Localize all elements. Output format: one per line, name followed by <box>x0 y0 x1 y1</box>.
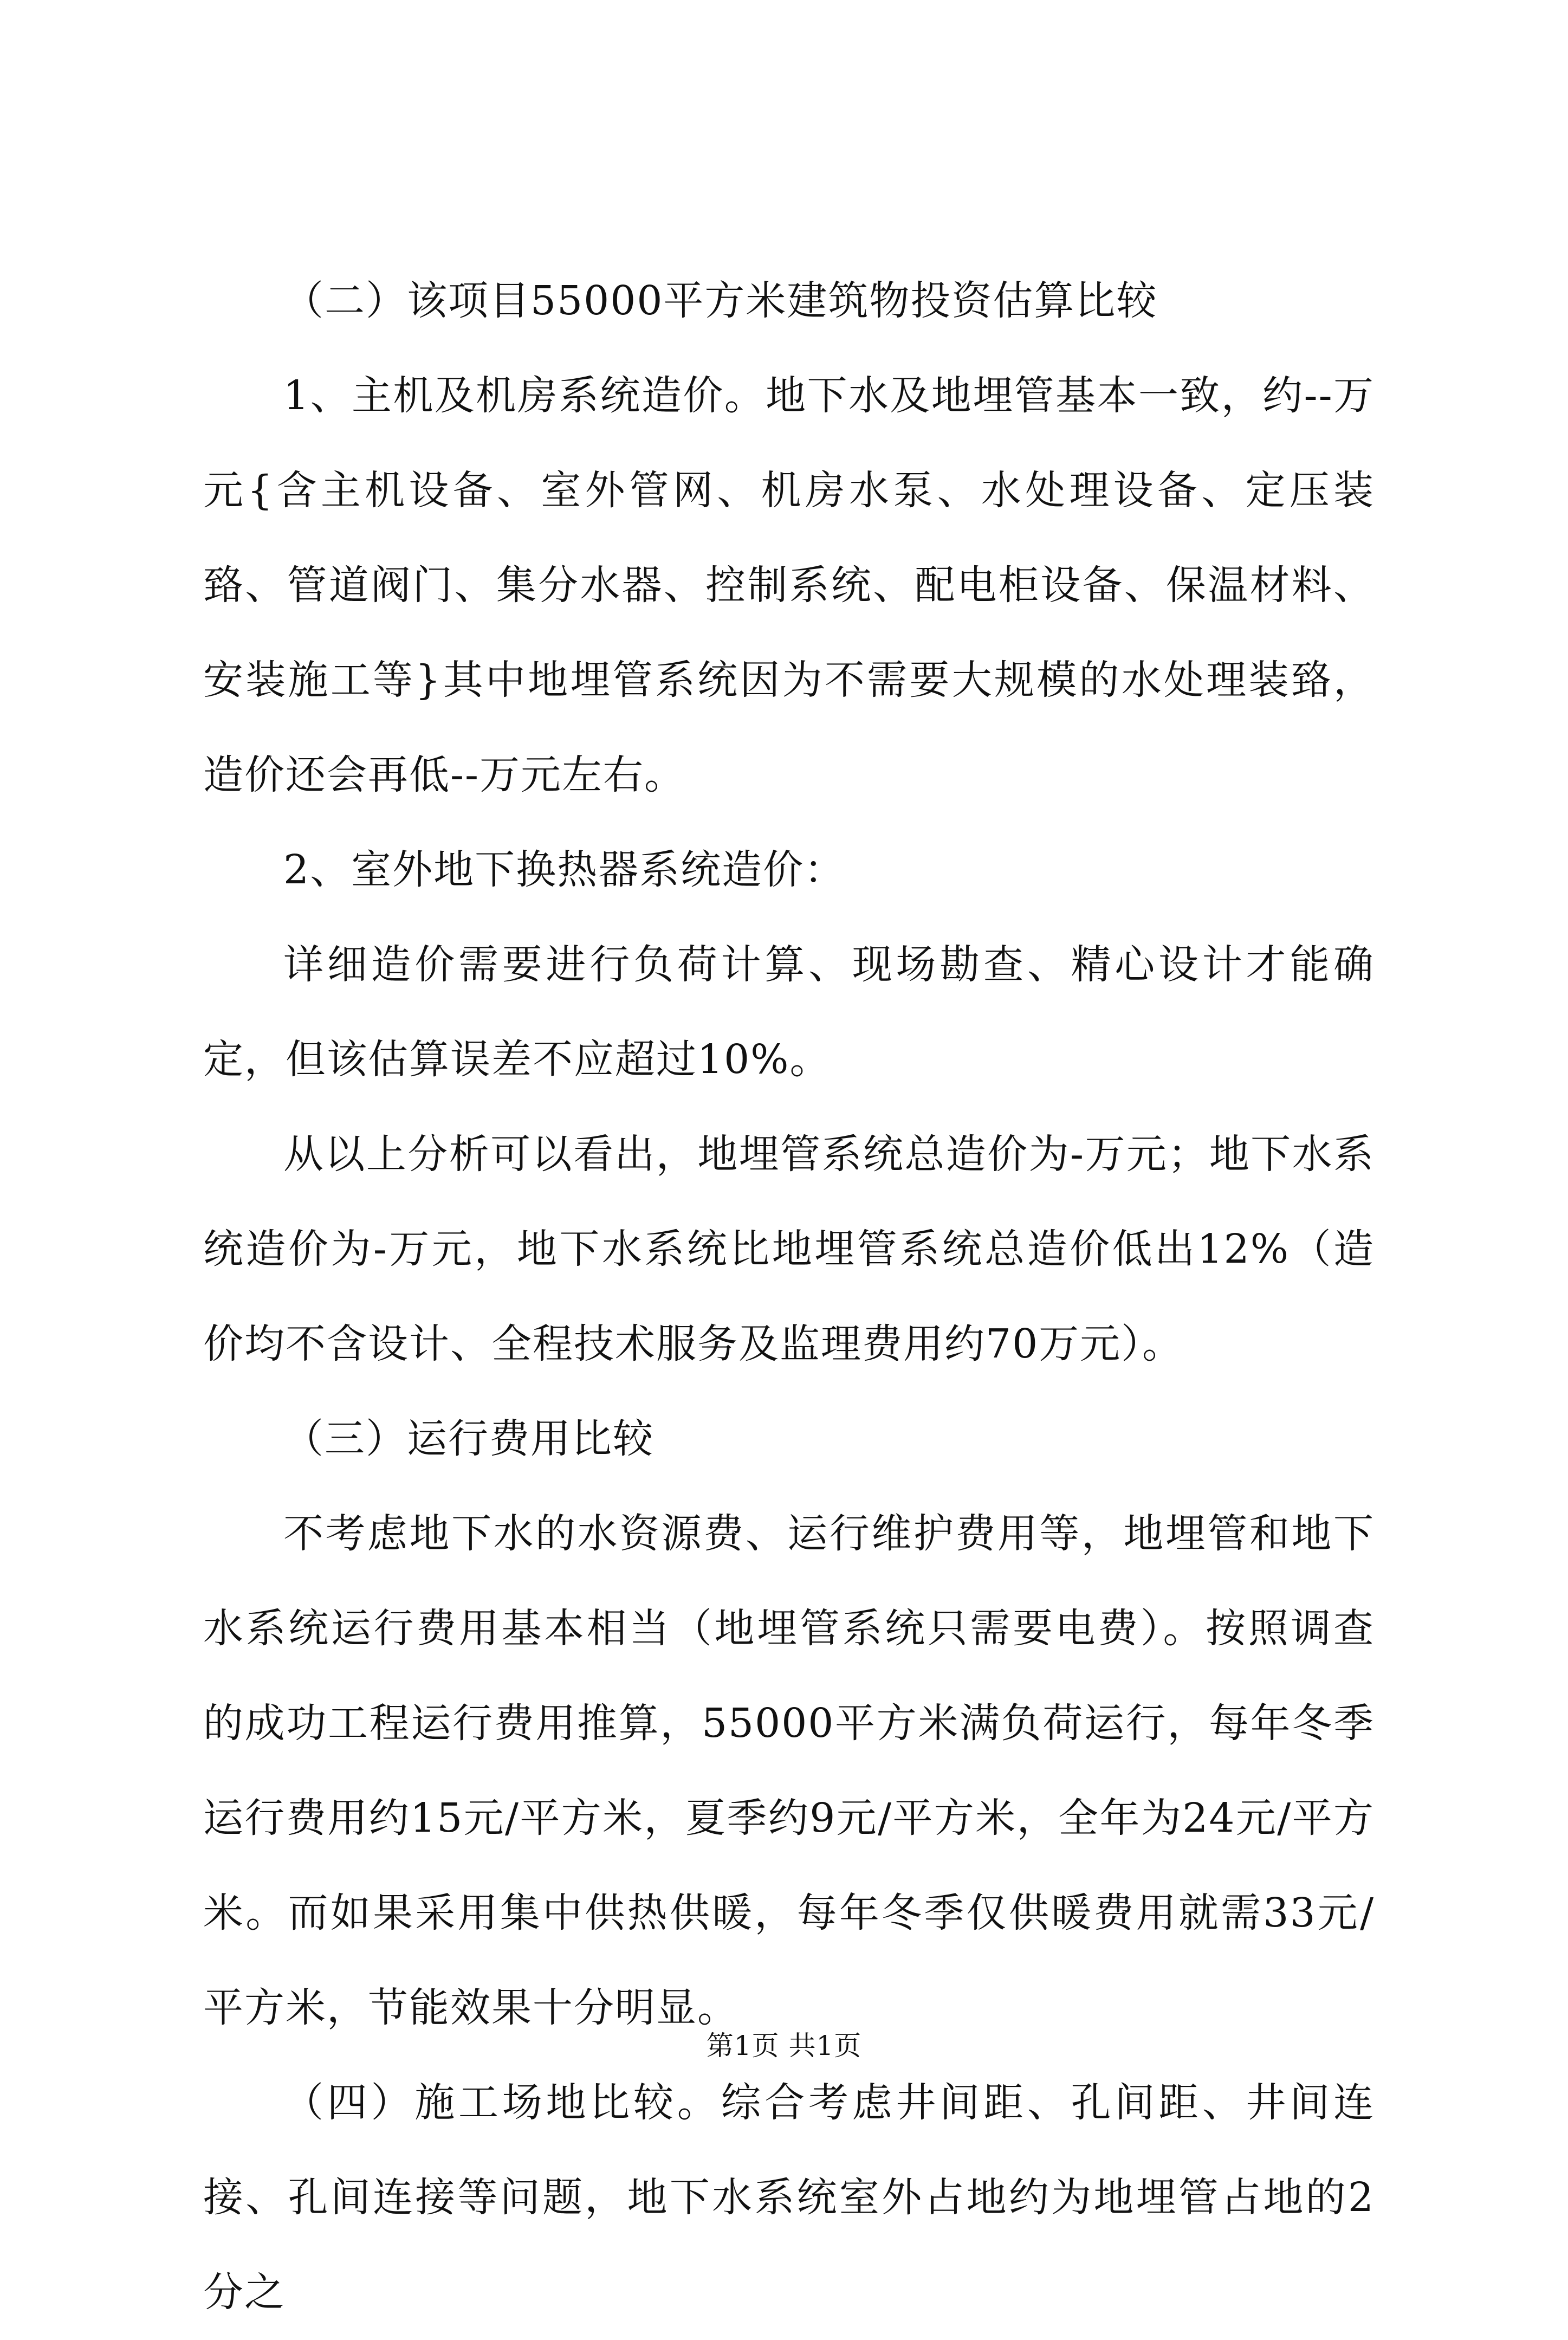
paragraph-operating-cost: 不考虑地下水的水资源费、运行维护费用等，地埋管和地下水系统运行费用基本相当（地埋管系统只需要电费）。按照调查的成功工程运行费用推算，55000平方米满负荷运行，每年冬季运行费用约15元/平方米，夏季约9元/平方米，全年为24元/平方米。而如果采用集中供热供暖，每年冬季仅供暖费用就需33元/平方米，节能效果十分明显。 <box>203 1510 1375 2031</box>
paragraph-total-cost-analysis: 从以上分析可以看出，地埋管系统总造价为-万元；地下水系统造价为-万元，地下水系统比地埋管系统总造价低出12%（造价均不含设计、全程技术服务及监理费用约70万元）。 <box>203 1131 1375 1367</box>
page-number-footer: 第1页 共1页 <box>706 2030 862 2061</box>
section-heading-investment: （二）该项目55000平方米建筑物投资估算比较 <box>283 277 1158 324</box>
paragraph-estimate-error: 详细造价需要进行负荷计算、现场勘查、精心设计才能确定，但该估算误差不应超过10%。 <box>203 941 1375 1083</box>
paragraph-outdoor-exchanger-cost: 2、室外地下换热器系统造价： <box>283 846 846 893</box>
document-body <box>203 254 1375 2340</box>
paragraph-host-system-cost: 1、主机及机房系统造价。地下水及地埋管基本一致，约--万元{含主机设备、室外管网、机房水泵、水处理设备、定压装臵、管道阀门、集分水器、控制系统、配电柜设备、保温材料、安装施工等}其中地埋管系统因为不需要大规模的水处理装臵，造价还会再低--万元左右。 <box>203 372 1375 798</box>
section-heading-operating-cost: （三）运行费用比较 <box>283 1415 654 1462</box>
paragraph-site-comparison: （四）施工场地比较。综合考虑井间距、孔间距、井间连接、孔间连接等问题，地下水系统室外占地约为地埋管占地的2分之 <box>203 2079 1375 2316</box>
